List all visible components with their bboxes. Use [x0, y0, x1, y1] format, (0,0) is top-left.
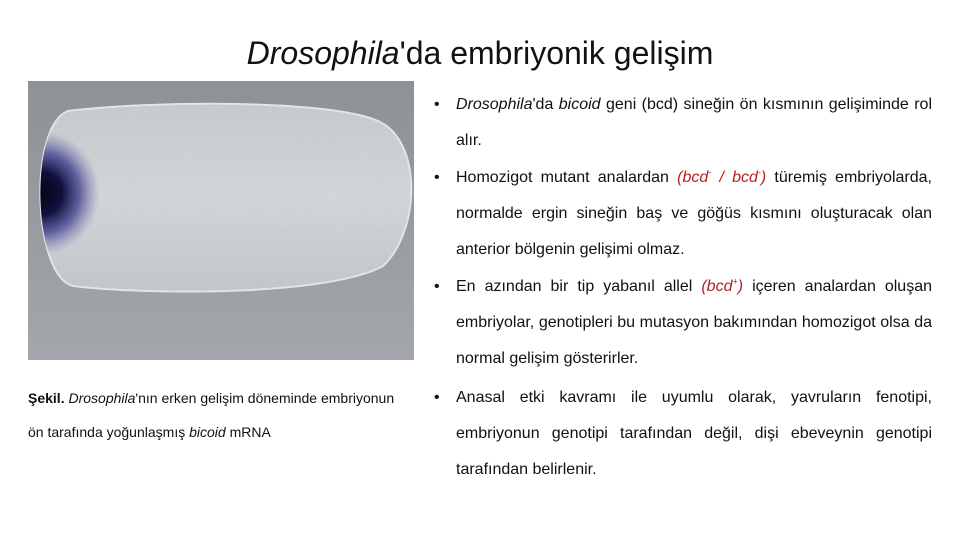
b3-close: ): [737, 278, 744, 295]
title-rest: 'da embriyonik gelişim: [399, 35, 714, 72]
b3-text-1: En azından bir tip yabanıl allel: [456, 278, 702, 295]
b3-text-2: içeren analardan oluşan embriyolar, genotipleri bu mutasyon bakımından homozigot olsa da normal gelişim gösterirler.: [456, 278, 933, 367]
bullet-item-maternal-effect: [434, 380, 932, 488]
b3-geno-open: (bcd: [701, 278, 733, 295]
bullet-item-wild-type: [434, 269, 932, 377]
bullet-list: [434, 87, 932, 488]
b3-sup: +: [732, 276, 738, 287]
b2-geno-2: bcd: [732, 169, 758, 186]
b1-species: Drosophila: [456, 96, 533, 113]
bullet-item-homozygous-mutant: [434, 160, 932, 268]
b1-text-1: 'da: [532, 96, 559, 113]
b2-text-2: türemiş embriyolarda, normalde ergin sineğin baş ve göğüs kısmını oluşturacak olan anterior bölgenin gelişimi olmaz.: [456, 169, 932, 258]
figure-caption: [28, 381, 408, 449]
b3-genotype: [701, 278, 743, 295]
embryo-micrograph: [28, 81, 414, 360]
slide-title: [0, 35, 960, 72]
caption-label: Şekil.: [28, 390, 65, 406]
b2-text-1: Homozigot mutant analardan: [456, 169, 678, 186]
b4-text-1: Anasal etki kavramı ile uyumlu olarak, yavruların fenotipi, embriyonun genotipi tarafından değil, dişi ebeveynin genotipi tarafından belirlenir.: [456, 389, 932, 478]
caption-text-1: 'nın erken gelişim döneminde embriyonun ön tarafında yoğunlaşmış: [28, 390, 395, 440]
b2-slash: /: [711, 169, 733, 186]
b2-sup-2: -: [757, 167, 761, 178]
title-species: Drosophila: [246, 35, 400, 72]
b2-sup-1: -: [708, 167, 712, 178]
caption-text-2: mRNA: [225, 424, 271, 440]
caption-species: Drosophila: [68, 390, 136, 406]
caption-gene: bicoid: [189, 424, 226, 440]
b2-close: ): [760, 169, 767, 186]
bullet-item-bicoid: [434, 87, 932, 159]
b2-geno-open: (bcd: [677, 169, 709, 186]
b1-gene: bicoid: [558, 96, 601, 113]
b2-genotype: [677, 169, 766, 186]
b1-text-2: geni (bcd) sineğin ön kısmının gelişiminde rol alır.: [456, 96, 933, 149]
